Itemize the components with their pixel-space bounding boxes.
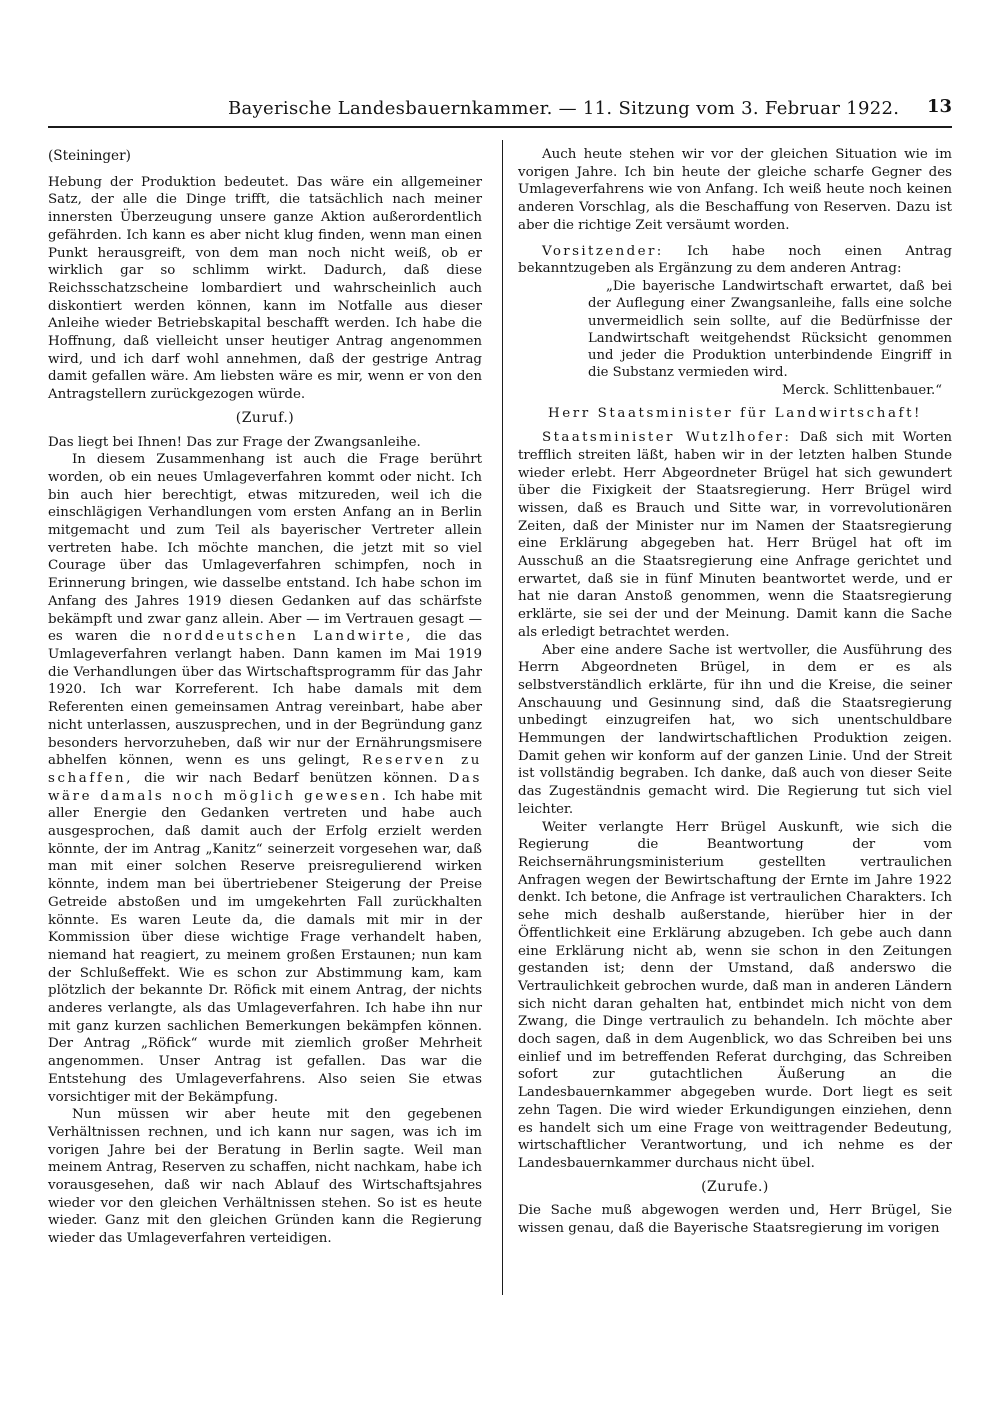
speaker-name: Staatsminister Wutzlhofer: <box>542 430 792 446</box>
paragraph: Hebung der Produktion bedeutet. Das wäre ein allgemeiner Satz, der alle die Dinge trifft, die tatsächlich nach meiner innersten Überzeugung unsere ganze Aktion außerordentlich gefährden. Ich kann es aber nicht klug finden, wenn man einen Punkt herausgreift, von dem man noch nicht weiß, ob er wirklich gar so schlimm wirkt. Dadurch, daß diese Reichsschatzscheine lombardiert und wahrscheinlich auch diskontiert werden können, kann im Notfalle aus dieser Anleihe wieder Betriebskapital beschafft werden. Ich habe die Hoffnung, daß vielleicht unser heutiger Antrag angenommen wird, und ich darf wohl annehmen, daß der gestrige Antrag damit gefallen wäre. Am liebsten wäre es mir, wenn er von den Antragstellern zurückgezogen würde. <box>48 174 482 403</box>
paragraph-text: die das Umlageverfahren verlangt haben. Dann kamen im Mai 1919 die Verhandlungen über das Wirtschaftsprogramm für das Jahr 1920. Ich war Korreferent. Ich habe damals mit dem Referenten einen gemeinsamen Antrag vereinbart, habe aber nicht unterlassen, auszusprechen, und in der Begründung ganz besonders hervorzuheben, daß wir nur der Ernährungsmisere abhelfen können, wenn es uns gelingt, <box>48 629 482 769</box>
paragraph-text: die wir nach Bedarf benützen können. <box>144 770 438 786</box>
speaker-name: Vorsitzender: <box>542 243 664 259</box>
motion-quote: „Die bayerische Landwirtschaft erwartet, daß bei der Auflegung einer Zwangsanleihe, falls eine solche unvermeidlich sein sollte, auf die Bedürfnisse der Landwirtschaft weitgehendst Rücksicht genommen und jeder die Produktion unterbindende Eingriff in die Substanz vermieden wird. <box>588 278 952 381</box>
motion-signature: Merck. Schlittenbauer.“ <box>781 382 942 398</box>
speaker-tag: (Steininger) <box>48 148 131 164</box>
emphasis-text: norddeutschen Landwirte, <box>162 629 414 645</box>
right-column <box>518 146 952 1238</box>
paragraph: Das liegt bei Ihnen! Das zur Frage der Zwangsanleihe. <box>48 434 421 450</box>
paragraph <box>518 243 952 278</box>
paragraph <box>518 429 952 641</box>
header-title: Bayerische Landesbauernkammer. — 11. Sitzung vom 3. Februar 1922. <box>228 98 900 119</box>
paragraph: Nun müssen wir aber heute mit den gegebenen Verhältnissen rechnen, und ich kann nur sagen, was ich im vorigen Jahre bei der Beratung in Berlin sagte. Weil man meinem Antrag, Reserven zu schaffen, nicht nachkam, habe ich vorausgesehen, daß wir nach Ablauf des Wirtschaftsjahres wieder vor den gleichen Verhältnissen stehen. So ist es heute wieder. Ganz mit den gleichen Gründen kann die Regierung wieder das Umlageverfahren verteidigen. <box>48 1107 482 1247</box>
paragraph: Aber eine andere Sache ist wertvoller, die Ausführung des Herrn Abgeordneten Brügel, in dem er es als selbstverständlich erklärte, für ihn und die Kreise, die seiner Anschauung und Gesinnung sind, daß die Staatsregierung unbedingt einzugreifen hat, wo sich unentschuldbare Hemmungen der landwirtschaftlichen Produktion zeigen. Damit gehen wir konform auf der ganzen Linie. Und der Streit ist vollständig begraben. Ich danke, daß auch von dieser Seite das Zugeständnis gemacht wird. Die Regierung tut sich viel leichter. <box>518 642 952 817</box>
interjection: (Zurufe.) <box>701 1178 769 1195</box>
emphasis-text: Reserven zu schaffen, <box>48 753 482 786</box>
section-heading: Herr Staatsminister für Landwirtschaft! <box>547 406 923 422</box>
emphasis-text: Das wäre damals noch möglich gewesen. <box>48 770 482 804</box>
column-divider <box>502 140 503 1295</box>
header-rule <box>48 126 952 128</box>
paragraph <box>48 451 482 1106</box>
page-number: 13 <box>926 96 952 117</box>
interjection: (Zuruf.) <box>235 409 295 426</box>
left-column <box>48 146 482 1248</box>
paragraph: Auch heute stehen wir vor der gleichen Situation wie im vorigen Jahre. Ich bin heute der gleiche scharfe Gegner des Umlageverfahrens wie von Anfang. Ich weiß heute noch keinen anderen Vorschlag, als die Beschaffung von Reserven. Dazu ist aber die richtige Zeit versäumt worden. <box>518 147 952 233</box>
paragraph-text: Daß sich mit Worten trefflich streiten läßt, haben wir in der letzten halben Stunde wieder erlebt. Herr Abgeordneter Brügel hat sich gewundert über die Fixigkeit der Staatsregierung. Herr Brügel wird wissen, daß es Brauch und Sitte war, in vorrevolutionären Zeiten, daß der Minister nur im Namen der Staatsregierung eine Erklärung abgegeben hat. Herr Brügel hat oft im Ausschuß an die Staatsregierung eine Anfrage gerichtet und erwartet, daß sie in fünf Minuten beantwortet werde, und er hat nie daran Anstoß genommen, wenn die Staatsregierung erklärte, sie sei der und der Meinung. Damit kann die Sache als erledigt betrachtet werden. <box>518 430 952 640</box>
paragraph: Weiter verlangte Herr Brügel Auskunft, wie sich die Regierung die Beantwortung der vom Reichsernährungsministerium gestellten vertraulichen Anfragen wegen der Bewirtschaftung der Ernte im Jahre 1922 denkt. Ich betone, die Anfrage ist vertraulichen Charakters. Ich sehe mich deshalb außerstande, hierüber hier in der Öffentlichkeit eine Erklärung abzugeben. Ich gebe auch dann eine Erklärung nicht ab, wenn sie schon in den Zeitungen gestanden ist; denn der Umstand, daß anderswo die Vertraulichkeit gebrochen wurde, daß man in anderen Ländern sich nicht daran gehalten hat, entbindet mich nicht von dem Zwang, die Dinge vertraulich zu behandeln. Ich möchte aber doch sagen, daß in dem Augenblick, wo das Schreiben bei uns einlief und im betreffenden Referat durchging, das Schreiben sofort zur gutachtlichen Äußerung an die Landesbauernkammer abgegeben wurde. Dort liegt es seit zehn Tagen. Die wird wieder Erkundigungen einziehen, denn es handelt sich um eine Frage von weittragender Bedeutung, wirtschaftlicher Verantwortung, und ich nehme es der Landesbauernkammer durchaus nicht übel. <box>518 819 952 1171</box>
paragraph-text: Ich habe mit aller Energie den Gedanken vertreten und habe auch ausgesprochen, daß damit auch der Erfolg erzielt werden könnte, der im Antrag „Kanitz“ seinerzeit vorgesehen war, daß man mit einer solchen Reserve preisregulierend wirken könnte, indem man bei übertriebener Steigerung der Preise Getreide abstoßen und im umgekehrten Fall zurückhalten könnte. Es waren Leute da, die damals mit mir in der Kommission über diese wichtige Frage verhandelt haben, niemand hat reagiert, zu meinem großen Erstaunen; nun kam der Schlußeffekt. Wie es schon zur Abstimmung kam, kam plötzlich der bekannte Dr. Röfick mit einem Antrag, der nichts anderes verlangte, als das Umlageverfahren. Ich habe ihn nur mit ganz kurzen sachlichen Bemerkungen bekämpfen können. Der Antrag „Röfick“ wurde mit ziemlich großer Mehrheit angenommen. Unser Antrag ist gefallen. Das war die Entstehung des Umlageverfahrens. Also seien Sie etwas vorsichtiger mit der Bekämpfung. <box>48 788 482 1105</box>
paragraph-text: Ich habe noch einen Antrag bekanntzugeben als Ergänzung zu dem anderen Antrag: <box>518 243 952 277</box>
paragraph-text: In diesem Zusammenhang ist auch die Frage berührt worden, ob ein neues Umlageverfahren kommt oder nicht. Ich bin auch hier berechtigt, etwas mitzureden, weil ich die einschlägigen Verhandlungen vom ersten Anfang an in Berlin mitgemacht und zum Teil als bayerischer Vertreter allein vertreten habe. Ich möchte manchen, die jetzt mit so viel Courage über das Umlageverfahren schimpfen, noch in Erinnerung bringen, wie dasselbe entstand. Ich habe schon im Anfang des Jahres 1919 diesen Gedanken auf das schärfste bekämpft und zwar ganz allein. Aber — im Vertrauen gesagt — es waren die <box>48 452 482 645</box>
paragraph: Die Sache muß abgewogen werden und, Herr Brügel, Sie wissen genau, daß die Bayerische Staatsregierung im vorigen <box>518 1203 952 1237</box>
running-header <box>48 96 952 136</box>
